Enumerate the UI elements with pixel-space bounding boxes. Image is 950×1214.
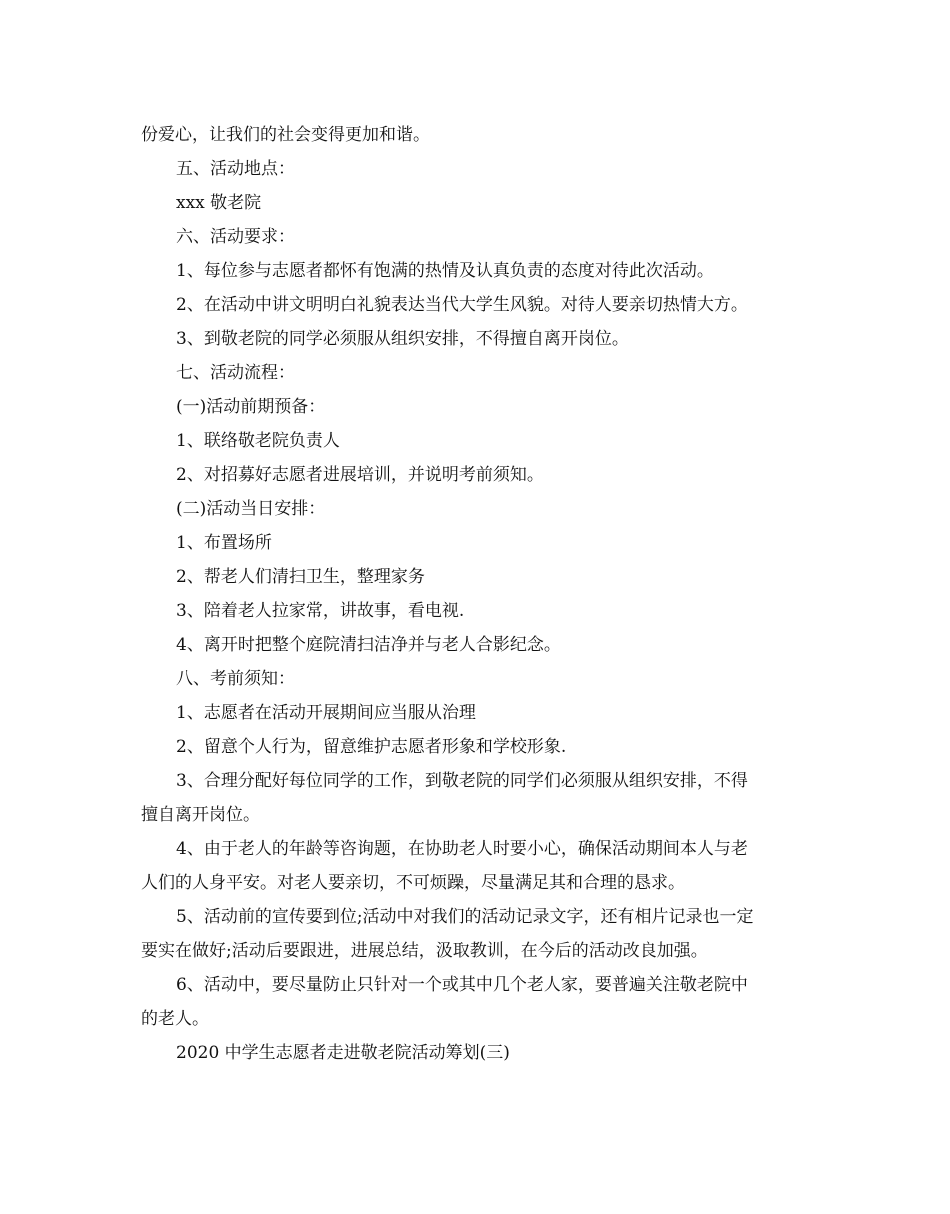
list-item: 3、合理分配好每位同学的工作，到敬老院的同学们必须服从组织安排，不得: [176, 771, 748, 791]
list-item: 2、帮老人们清扫卫生，整理家务: [176, 567, 425, 587]
subsection-heading: (二)活动当日安排：: [176, 499, 326, 519]
document-body: [141, 118, 821, 1070]
list-item-continuation: 要实在做好;活动后要跟进，进展总结，汲取教训，在今后的活动改良加强。: [141, 941, 708, 961]
list-item: 6、活动中，要尽量防止只针对一个或其中几个老人家，要普遍关注敬老院中: [176, 975, 748, 995]
list-item-continuation: 人们的人身平安。对老人要亲切，不可烦躁，尽量满足其和合理的恳求。: [141, 873, 685, 893]
list-item: 4、由于老人的年龄等咨询题，在协助老人时要小心，确保活动期间本人与老: [176, 839, 748, 859]
list-item: 5、活动前的宣传要到位;活动中对我们的活动记录文字，还有相片记录也一定: [176, 907, 754, 927]
section-heading-location: 五、活动地点：: [176, 159, 295, 179]
list-item: 2、在活动中讲文明明白礼貌表达当代大学生风貌。对待人要亲切热情大方。: [176, 295, 748, 315]
paragraph-line: xxx 敬老院: [176, 193, 262, 213]
list-item: 3、到敬老院的同学必须服从组织安排，不得擅自离开岗位。: [176, 329, 629, 349]
section-heading-process: 七、活动流程：: [176, 363, 295, 383]
list-item-continuation: 擅自离开岗位。: [141, 805, 260, 825]
list-item: 4、离开时把整个庭院清扫洁净并与老人合影纪念。: [176, 635, 561, 655]
section-heading-notes: 八、考前须知：: [176, 669, 295, 689]
list-item: 1、联络敬老院负责人: [176, 431, 340, 451]
document-title-next: 2020 中学生志愿者走进敬老院活动筹划(三): [176, 1043, 510, 1063]
subsection-heading: (一)活动前期预备：: [176, 397, 326, 417]
list-item: 2、留意个人行为，留意维护志愿者形象和学校形象.: [176, 737, 567, 757]
list-item: 1、每位参与志愿者都怀有饱满的热情及认真负责的态度对待此次活动。: [176, 261, 714, 281]
paragraph-line: 份爱心，让我们的社会变得更加和谐。: [141, 125, 430, 145]
list-item: 1、布置场所: [176, 533, 272, 553]
list-item: 2、对招募好志愿者进展培训，并说明考前须知。: [176, 465, 544, 485]
list-item: 3、陪着老人拉家常，讲故事，看电视.: [176, 601, 465, 621]
list-item: 1、志愿者在活动开展期间应当服从治理: [176, 703, 476, 723]
list-item-continuation: 的老人。: [141, 1009, 209, 1029]
section-heading-requirements: 六、活动要求：: [176, 227, 295, 247]
